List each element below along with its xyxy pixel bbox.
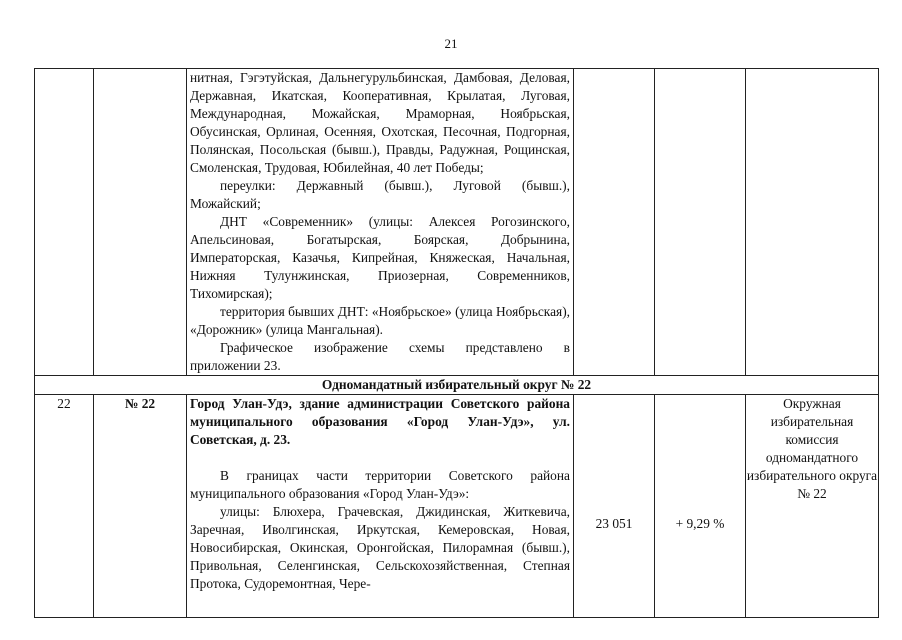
district-number: 22 bbox=[35, 395, 94, 618]
district-description bbox=[187, 395, 574, 618]
cell-deviation-empty bbox=[655, 69, 746, 376]
page-number: 21 bbox=[444, 36, 458, 51]
table-row-continuation bbox=[35, 69, 879, 376]
streets-paragraph: улицы: Блюхера, Грачевская, Джидинская, Житкевича, Заречная, Иволгинская, Иркутская, Кемеровская, Новая, Новосибирская, Окинская, Оронгойская, Пилорамная (бывш.), Привольная, Селенгинская, Сельскохозяйственная, Степная Протока, Судоремонтная, Чере- bbox=[190, 504, 570, 591]
district-center: Город Улан-Удэ, здание администрации Советского района муниципального образования «Город Улан-Удэ», ул. Советская, д. 23. bbox=[190, 396, 570, 447]
deviation-percent: + 9,29 % bbox=[655, 395, 746, 618]
district-name: № 22 bbox=[94, 395, 187, 618]
cell-name-empty bbox=[94, 69, 187, 376]
voters-count: 23 051 bbox=[574, 395, 655, 618]
cell-description-continued bbox=[187, 69, 574, 376]
dnt-sovremennik-paragraph: ДНТ «Современник» (улицы: Алексея Рогозинского, Апельсиновая, Богатырская, Боярская, Добрынина, Императорская, Казачья, Кипрейная, Княжеская, Начальная, Нижняя Тулунжинская, Приозерная, Современников, Тихомирская); bbox=[190, 214, 570, 301]
spacer bbox=[190, 449, 570, 467]
cell-number-empty bbox=[35, 69, 94, 376]
table-row-district-22 bbox=[35, 395, 879, 618]
election-commission: Окружная избирательная комиссия одномандатного избирательного округа № 22 bbox=[746, 395, 879, 618]
cell-commission-empty bbox=[746, 69, 879, 376]
scheme-note-paragraph: Графическое изображение схемы представлено в приложении 23. bbox=[190, 340, 570, 373]
section-header: Одномандатный избирательный округ № 22 bbox=[35, 376, 879, 395]
former-dnt-paragraph: территория бывших ДНТ: «Ноябрьское» (улица Ноябрьская), «Дорожник» (улица Мангальная). bbox=[190, 304, 570, 337]
district-table bbox=[34, 68, 879, 618]
lanes-paragraph: переулки: Державный (бывш.), Луговой (бывш.), Можайский; bbox=[190, 178, 570, 211]
streets-continued: нитная, Гэгэтуйская, Дальнегурульбинская, Дамбовая, Деловая, Державная, Икатская, Кооперативная, Крылатая, Луговая, Международная, Можайская, Мраморная, Ноябрьская, Обусинская, Орлиная, Осенняя, Охотская, Песочная, Подгорная, Полянская, Посольская (бывш.), Правды, Радужная, Рощинская, Смоленская, Трудовая, Юбилейная, 40 лет Победы; bbox=[190, 70, 570, 175]
boundaries-intro: В границах части территории Советского района муниципального образования «Город Улан-Удэ»: bbox=[190, 468, 570, 501]
section-header-row bbox=[35, 376, 879, 395]
cell-voters-empty bbox=[574, 69, 655, 376]
